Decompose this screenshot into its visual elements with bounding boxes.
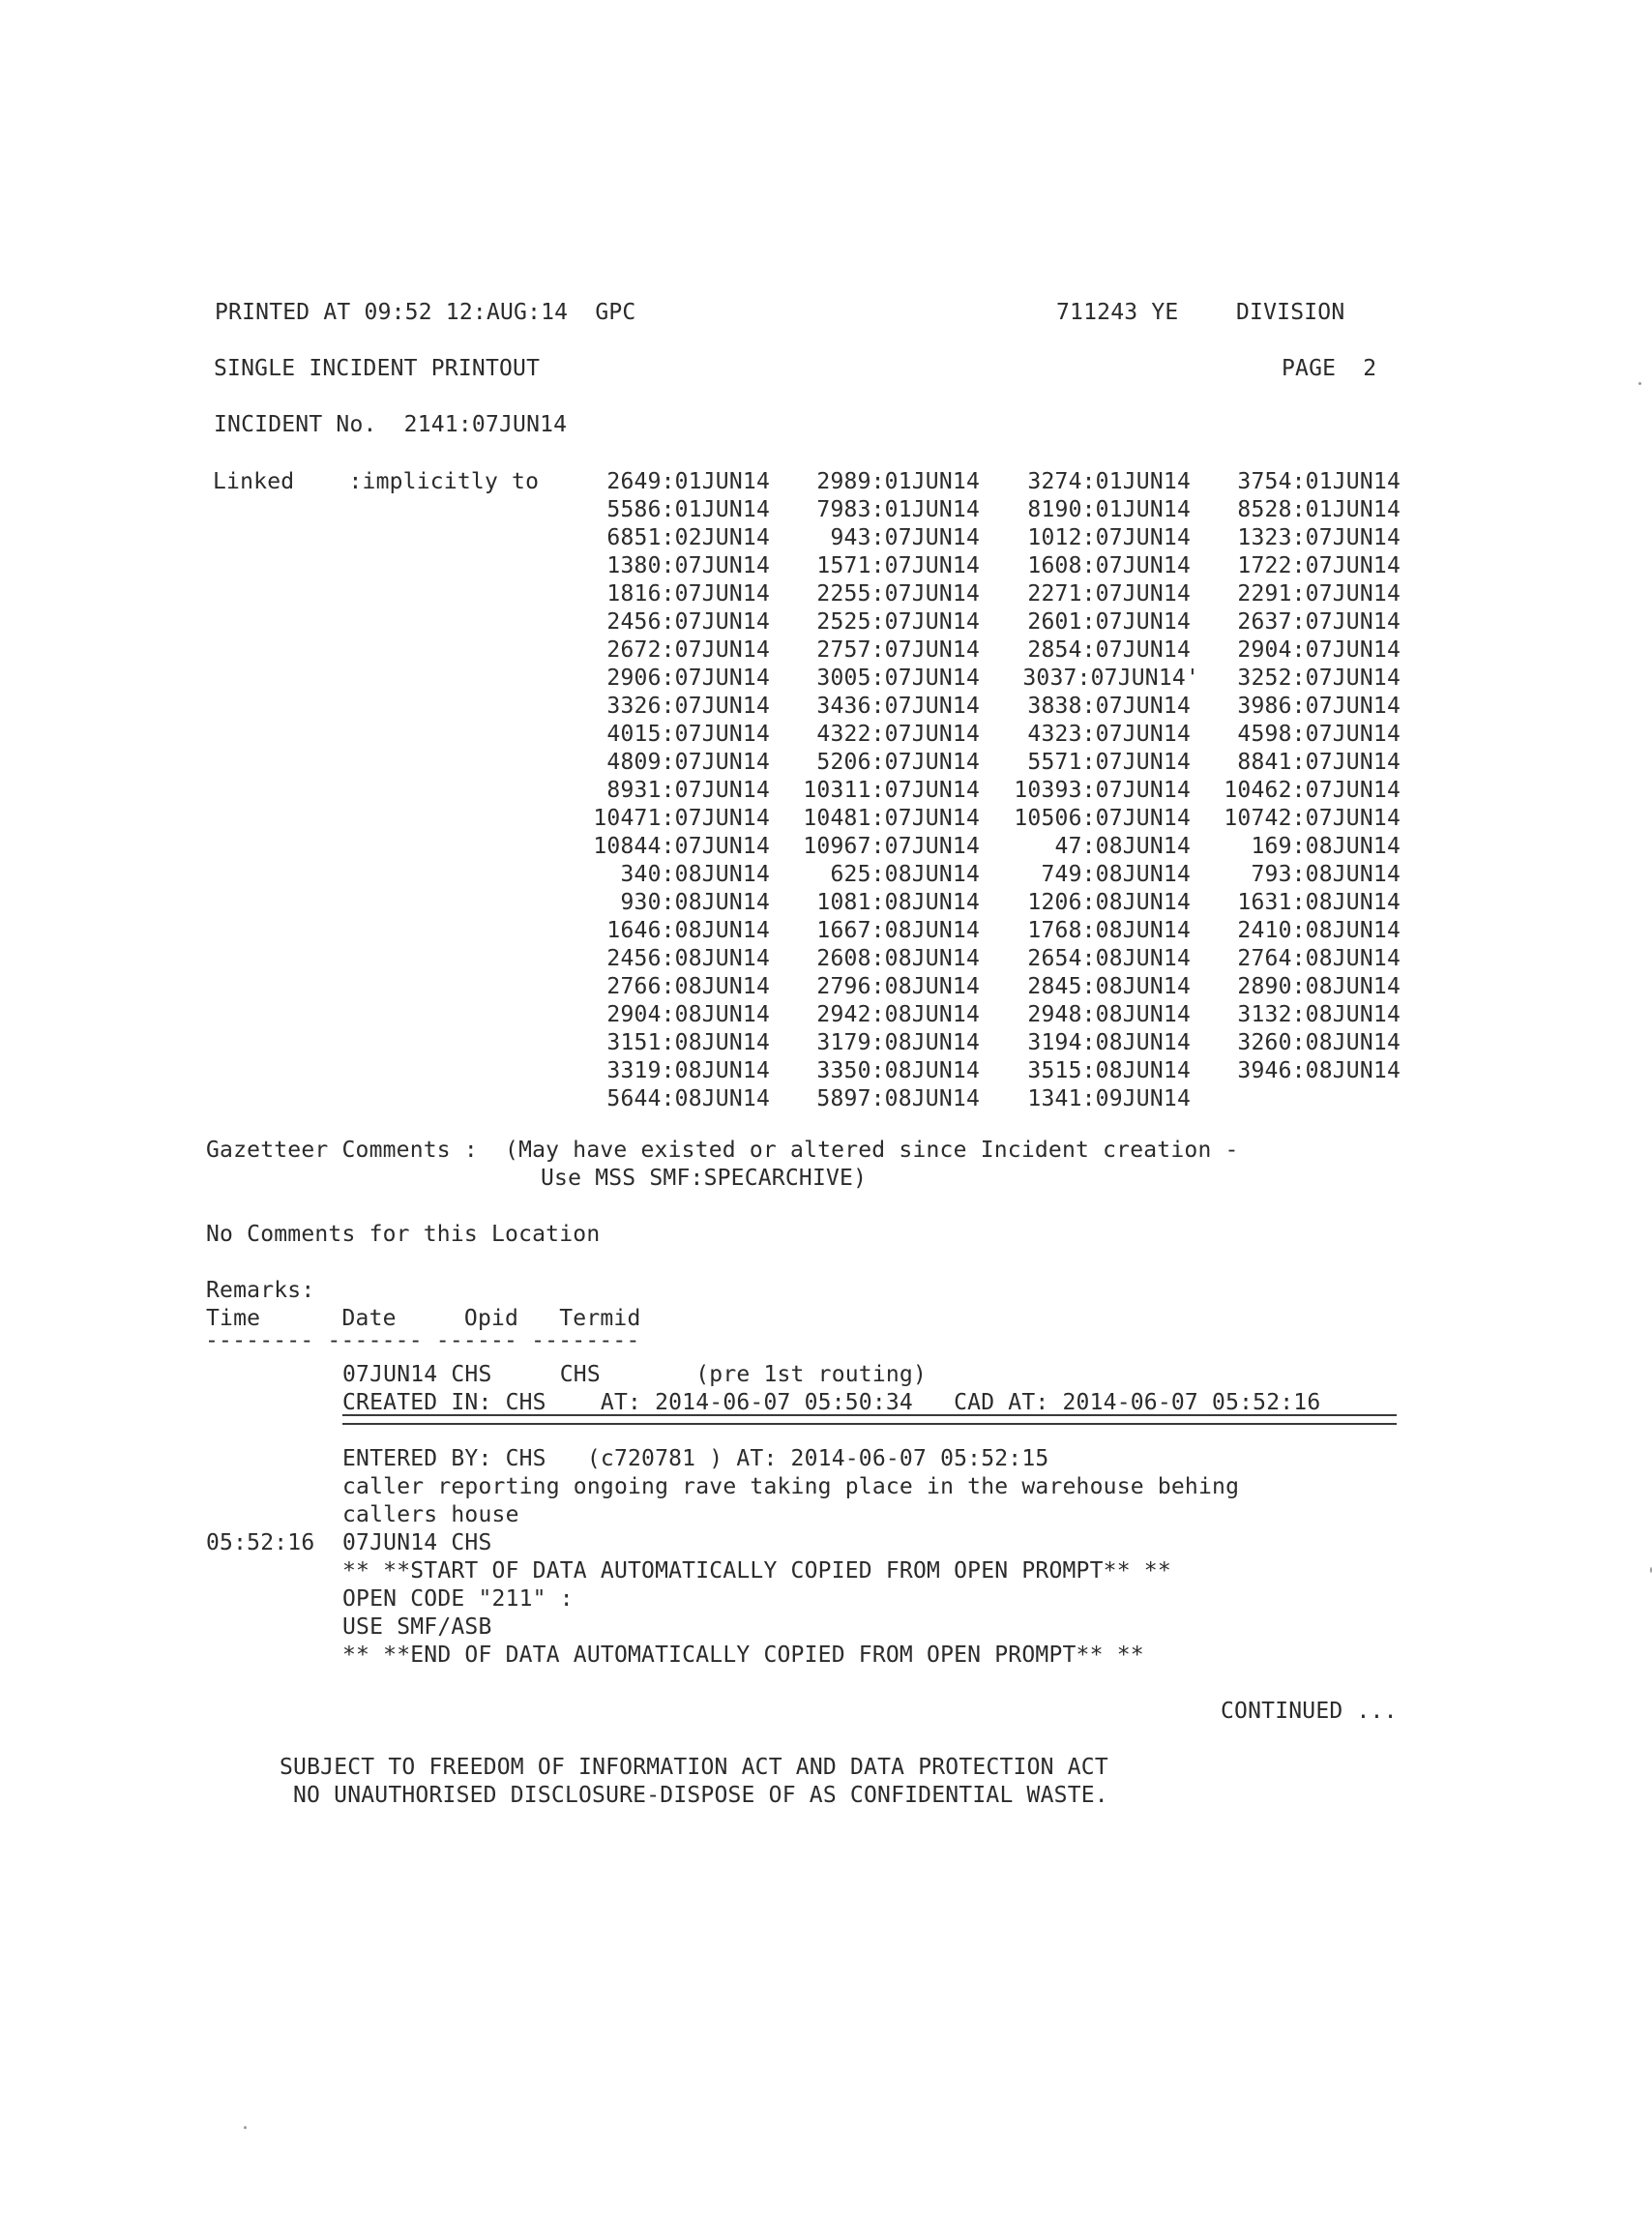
remarks-header-underline: -------- ------- ------ -------- xyxy=(205,1328,640,1353)
no-comments-text: No Comments for this Location xyxy=(206,1222,601,1247)
linked-incident-cell: 2796:08JUN14 xyxy=(816,974,980,999)
remarks-column-headers: Time Date Opid Termid xyxy=(206,1306,641,1331)
linked-incident-cell: 10393:07JUN14 xyxy=(1014,778,1191,803)
linked-incident-cell: 8528:01JUN14 xyxy=(1237,497,1401,522)
linked-incident-cell: 2989:01JUN14 xyxy=(816,469,980,494)
linked-incident-cell: 1081:08JUN14 xyxy=(816,890,980,915)
linked-incident-cell: 2637:07JUN14 xyxy=(1237,609,1401,635)
linked-incident-cell: 3319:08JUN14 xyxy=(606,1058,770,1083)
linked-incident-cell: 2854:07JUN14 xyxy=(1027,637,1191,663)
linked-incident-cell: 8841:07JUN14 xyxy=(1237,750,1401,775)
linked-incident-cell: 2654:08JUN14 xyxy=(1027,946,1191,971)
linked-incident-cell: 3132:08JUN14 xyxy=(1237,1002,1401,1027)
separator-rule xyxy=(342,1414,1397,1425)
remark-use-smf: USE SMF/ASB xyxy=(342,1614,492,1640)
linked-incident-cell: 3515:08JUN14 xyxy=(1027,1058,1191,1083)
linked-incident-cell: 340:08JUN14 xyxy=(620,862,770,887)
linked-incident-cell: 3179:08JUN14 xyxy=(816,1030,980,1055)
linked-incident-cell: 625:08JUN14 xyxy=(830,862,980,887)
remark-open-code: OPEN CODE "211" : xyxy=(342,1586,574,1612)
linked-incident-cell: 2766:08JUN14 xyxy=(606,974,770,999)
remark-entered-line: ENTERED BY: CHS (c720781 ) AT: 2014-06-07 05:52:15 xyxy=(342,1446,1049,1471)
linked-incident-cell: 5206:07JUN14 xyxy=(816,750,980,775)
linked-incident-cell: 1722:07JUN14 xyxy=(1237,553,1401,578)
linked-incident-cell: 2456:08JUN14 xyxy=(606,946,770,971)
document-title: SINGLE INCIDENT PRINTOUT xyxy=(214,356,541,381)
linked-incident-cell: 5571:07JUN14 xyxy=(1027,750,1191,775)
linked-incident-cell: 1380:07JUN14 xyxy=(606,553,770,578)
linked-incident-cell: 793:08JUN14 xyxy=(1251,862,1401,887)
gazetteer-comments-line1: Gazetteer Comments : (May have existed or altered since Incident creation - xyxy=(206,1138,1239,1163)
linked-incident-cell: 1631:08JUN14 xyxy=(1237,890,1401,915)
scan-speck xyxy=(1638,382,1641,385)
linked-incident-cell: 2904:08JUN14 xyxy=(606,1002,770,1027)
remark-start-marker: ** **START OF DATA AUTOMATICALLY COPIED FROM OPEN PROMPT** ** xyxy=(342,1558,1171,1584)
linked-incident-cell: 3946:08JUN14 xyxy=(1237,1058,1401,1083)
linked-incident-cell: 2948:08JUN14 xyxy=(1027,1002,1191,1027)
linked-incident-cell: 10742:07JUN14 xyxy=(1224,806,1401,831)
linked-incident-cell: 3151:08JUN14 xyxy=(606,1030,770,1055)
linked-incident-cell: 1816:07JUN14 xyxy=(606,581,770,607)
remarks-label: Remarks: xyxy=(206,1278,315,1303)
linked-incident-cell: 2906:07JUN14 xyxy=(606,666,770,691)
linked-incident-cell: 10481:07JUN14 xyxy=(803,806,980,831)
linked-incident-cell: 3754:01JUN14 xyxy=(1237,469,1401,494)
remark-end-marker: ** **END OF DATA AUTOMATICALLY COPIED FROM OPEN PROMPT** ** xyxy=(342,1643,1144,1668)
incident-number: INCIDENT No. 2141:07JUN14 xyxy=(214,412,568,437)
linked-incident-cell: 5586:01JUN14 xyxy=(606,497,770,522)
linked-incident-cell: 10471:07JUN14 xyxy=(593,806,770,831)
linked-incident-cell: 10506:07JUN14 xyxy=(1014,806,1191,831)
remark-date-opid: 07JUN14 CHS xyxy=(342,1530,492,1555)
linked-incident-cell: 2764:08JUN14 xyxy=(1237,946,1401,971)
page-number: PAGE 2 xyxy=(1282,356,1377,381)
linked-incident-cell: 1646:08JUN14 xyxy=(606,918,770,943)
linked-incident-cell: 3194:08JUN14 xyxy=(1027,1030,1191,1055)
linked-incident-cell: 1608:07JUN14 xyxy=(1027,553,1191,578)
remark-created-line: CREATED IN: CHS AT: 2014-06-07 05:50:34 CAD AT: 2014-06-07 05:52:16 xyxy=(342,1390,1321,1415)
linked-incident-cell: 169:08JUN14 xyxy=(1251,834,1401,859)
remark-time: 05:52:16 xyxy=(206,1530,315,1555)
linked-incident-cell: 3274:01JUN14 xyxy=(1027,469,1191,494)
linked-incident-cell: 10462:07JUN14 xyxy=(1224,778,1401,803)
linked-incident-cell: 4598:07JUN14 xyxy=(1237,722,1401,747)
linked-incident-cell: 3986:07JUN14 xyxy=(1237,694,1401,719)
division-label: DIVISION xyxy=(1236,300,1345,325)
linked-incident-cell: 3350:08JUN14 xyxy=(816,1058,980,1083)
reference-number: 711243 YE xyxy=(1056,300,1179,325)
linked-incident-cell: 2649:01JUN14 xyxy=(606,469,770,494)
linked-incident-cell: 5644:08JUN14 xyxy=(606,1086,770,1111)
linked-incident-cell: 4323:07JUN14 xyxy=(1027,722,1191,747)
linked-incident-cell: 10967:07JUN14 xyxy=(803,834,980,859)
linked-incident-cell: 4809:07JUN14 xyxy=(606,750,770,775)
printed-at-line: PRINTED AT 09:52 12:AUG:14 GPC xyxy=(215,300,636,325)
linked-incident-cell: 47:08JUN14 xyxy=(1054,834,1191,859)
footer-notice-line2: NO UNAUTHORISED DISCLOSURE-DISPOSE OF AS CONFIDENTIAL WASTE. xyxy=(293,1783,1108,1808)
linked-incident-cell: 7983:01JUN14 xyxy=(816,497,980,522)
linked-incident-cell: 2672:07JUN14 xyxy=(606,637,770,663)
linked-incident-cell: 2271:07JUN14 xyxy=(1027,581,1191,607)
linked-incident-cell: 8190:01JUN14 xyxy=(1027,497,1191,522)
continued-indicator: CONTINUED ... xyxy=(1221,1699,1398,1724)
linked-label: Linked :implicitly to xyxy=(213,469,540,494)
linked-incident-cell: 1012:07JUN14 xyxy=(1027,525,1191,550)
linked-incident-cell: 10844:07JUN14 xyxy=(593,834,770,859)
linked-incident-cell: 2456:07JUN14 xyxy=(606,609,770,635)
linked-incident-cell: 4015:07JUN14 xyxy=(606,722,770,747)
linked-incident-cell: 3037:07JUN14' xyxy=(1022,666,1199,691)
linked-incident-cell: 2845:08JUN14 xyxy=(1027,974,1191,999)
scan-speck xyxy=(244,2126,247,2129)
linked-incident-cell: 4322:07JUN14 xyxy=(816,722,980,747)
linked-incident-cell: 2890:08JUN14 xyxy=(1237,974,1401,999)
linked-incident-cell: 2942:08JUN14 xyxy=(816,1002,980,1027)
linked-incident-cell: 2608:08JUN14 xyxy=(816,946,980,971)
linked-incident-cell: 1341:09JUN14 xyxy=(1027,1086,1191,1111)
linked-incident-cell: 1571:07JUN14 xyxy=(816,553,980,578)
linked-incident-cell: 1768:08JUN14 xyxy=(1027,918,1191,943)
linked-incident-cell: 943:07JUN14 xyxy=(830,525,980,550)
linked-incident-cell: 5897:08JUN14 xyxy=(816,1086,980,1111)
remark-routing-line: 07JUN14 CHS CHS (pre 1st routing) xyxy=(342,1362,928,1387)
linked-incident-cell: 1323:07JUN14 xyxy=(1237,525,1401,550)
linked-incident-cell: 10311:07JUN14 xyxy=(803,778,980,803)
footer-notice-line1: SUBJECT TO FREEDOM OF INFORMATION ACT AND DATA PROTECTION ACT xyxy=(280,1755,1108,1780)
linked-incident-cell: 930:08JUN14 xyxy=(620,890,770,915)
linked-incident-cell: 2525:07JUN14 xyxy=(816,609,980,635)
remark-caller-line1: caller reporting ongoing rave taking place in the warehouse behing xyxy=(342,1474,1240,1499)
linked-incident-cell: 3252:07JUN14 xyxy=(1237,666,1401,691)
linked-incident-cell: 3005:07JUN14 xyxy=(816,666,980,691)
linked-incident-cell: 2410:08JUN14 xyxy=(1237,918,1401,943)
linked-incident-cell: 2255:07JUN14 xyxy=(816,581,980,607)
linked-incident-cell: 749:08JUN14 xyxy=(1041,862,1191,887)
linked-incident-cell: 3326:07JUN14 xyxy=(606,694,770,719)
linked-incident-cell: 1206:08JUN14 xyxy=(1027,890,1191,915)
linked-incident-cell: 6851:02JUN14 xyxy=(606,525,770,550)
linked-incident-cell: 3436:07JUN14 xyxy=(816,694,980,719)
linked-incident-cell: 8931:07JUN14 xyxy=(606,778,770,803)
linked-incident-cell: 3260:08JUN14 xyxy=(1237,1030,1401,1055)
linked-incident-cell: 1667:08JUN14 xyxy=(816,918,980,943)
remark-caller-line2: callers house xyxy=(342,1502,519,1527)
linked-incident-cell: 2601:07JUN14 xyxy=(1027,609,1191,635)
linked-incident-cell: 2291:07JUN14 xyxy=(1237,581,1401,607)
gazetteer-comments-line2: Use MSS SMF:SPECARCHIVE) xyxy=(541,1166,868,1191)
linked-incident-cell: 3838:07JUN14 xyxy=(1027,694,1191,719)
linked-incident-cell: 2904:07JUN14 xyxy=(1237,637,1401,663)
linked-incident-cell: 2757:07JUN14 xyxy=(816,637,980,663)
